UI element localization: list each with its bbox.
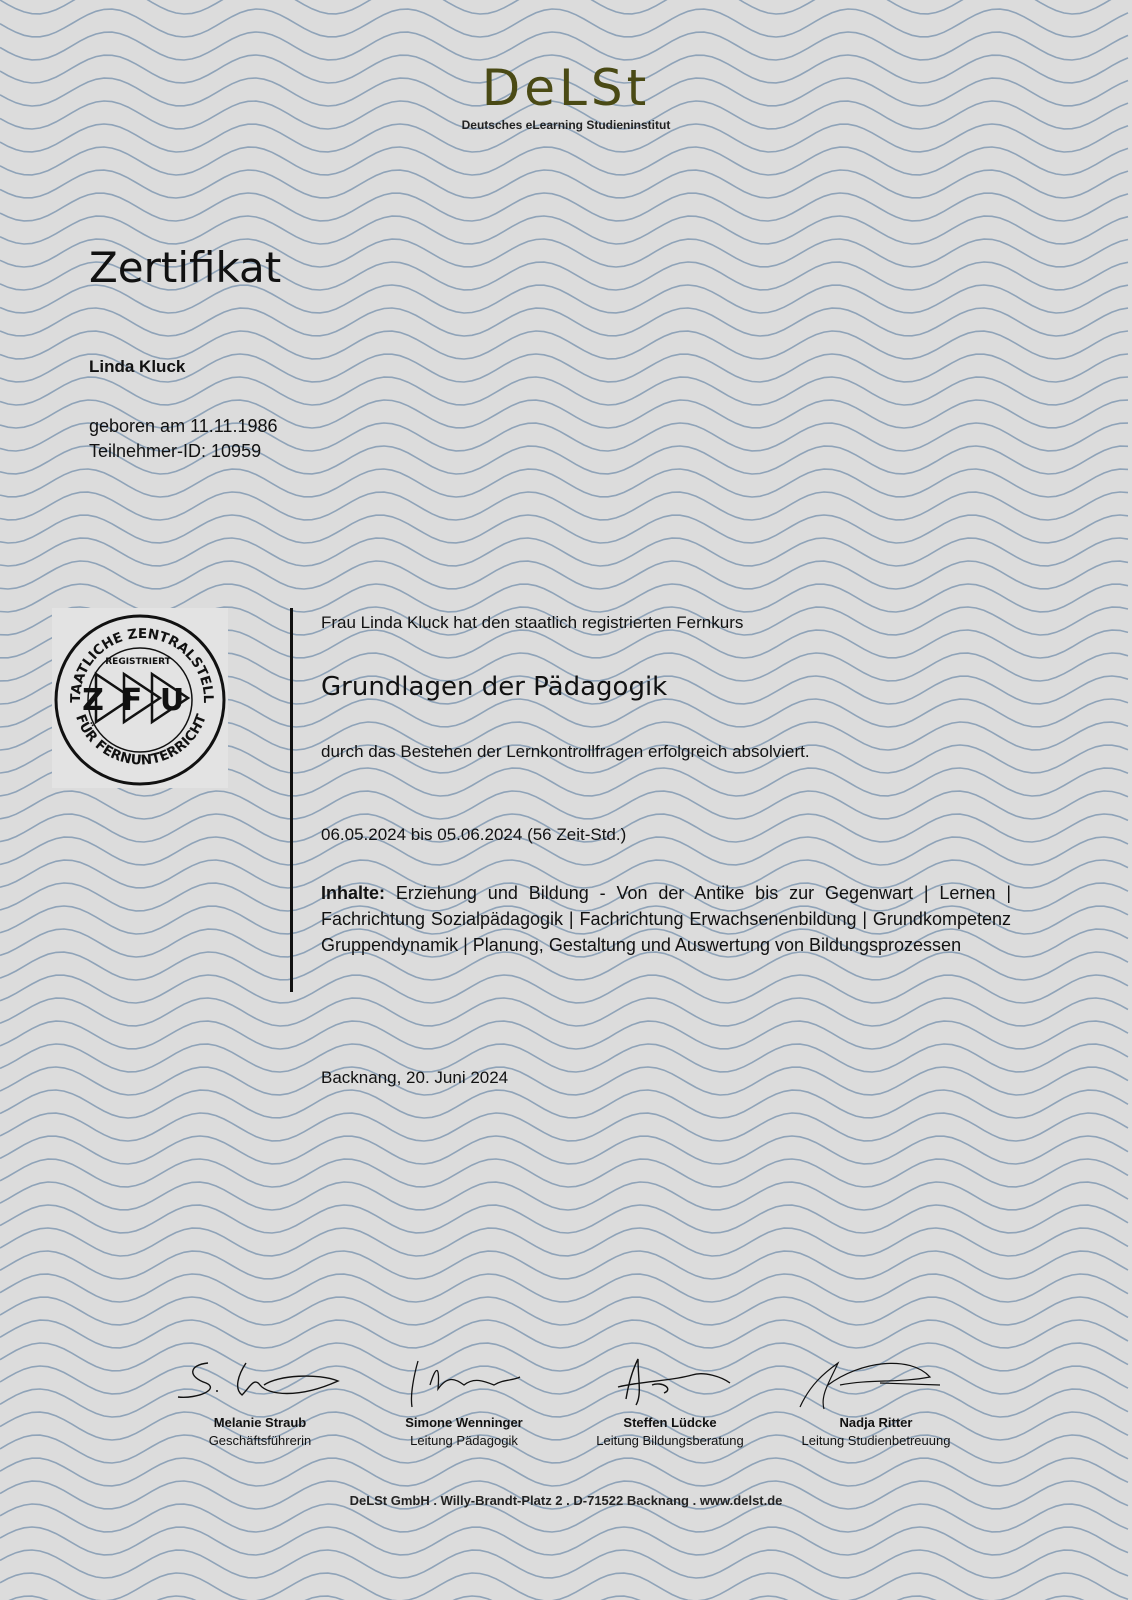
signature-block [570, 1414, 770, 1450]
signatory-name: Steffen Lüdcke [623, 1415, 717, 1430]
wave-line [0, 1573, 1128, 1600]
signatory-role: Leitung Pädagogik [410, 1433, 518, 1448]
vertical-divider [290, 608, 293, 992]
contents-label: Inhalte: [321, 883, 386, 903]
signature-straub [168, 1355, 348, 1415]
logo-subtitle: Deutsches eLearning Studieninstitut [461, 118, 671, 132]
signatory-role: Geschäftsführerin [208, 1433, 312, 1448]
signature-luedcke [612, 1355, 742, 1415]
signature-block [160, 1414, 360, 1450]
wave-line [0, 998, 1128, 1026]
signatory-name: Melanie Straub [213, 1415, 307, 1430]
logo-wordmark: DeLSt [481, 59, 651, 117]
place-and-date: Backnang, 20. Juni 2024 [321, 1068, 509, 1087]
wave-line [0, 0, 1128, 14]
wave-line [0, 975, 1128, 1003]
intro-text: Frau Linda Kluck hat den staatlich registrierten Fernkurs [321, 613, 744, 632]
participant-details [89, 414, 277, 464]
course-period: 06.05.2024 bis 05.06.2024 (56 Zeit-Std.) [321, 825, 627, 844]
completion-text: durch das Bestehen der Lernkontrollfragen erfolgreich absolviert. [321, 742, 810, 761]
signatory-name: Simone Wenninger [405, 1415, 523, 1430]
certificate-title: Zertifikat [89, 243, 282, 292]
signatory-role: Leitung Bildungsberatung [596, 1433, 744, 1448]
signatory-name: Nadja Ritter [839, 1415, 913, 1430]
wave-line [0, 32, 1128, 60]
footer-address: DeLSt GmbH . Willy-Brandt-Platz 2 . D-71522 Backnang . www.delst.de [349, 1493, 783, 1508]
wave-line [0, 1021, 1128, 1049]
participant-id-line: Teilnehmer-ID: 10959 [89, 441, 262, 461]
wave-line [0, 1044, 1128, 1072]
delst-logo [0, 60, 1132, 132]
svg-text:STAATLICHE ZENTRALSTELLE: TAATLICHE ZENTRALSTELL [67, 625, 217, 704]
contents-text: Erziehung und Bildung - Von der Antike bis zur Gegenwart | Lernen | Fachrichtung Sozialpädagogik | Fachrichtung Erwachsenenbildung | Grundkompetenz Gruppendynamik | Planung, Gestaltung und Auswertung von Bildungsprozessen [321, 883, 1011, 955]
signature-ritter [780, 1355, 960, 1415]
course-title: Grundlagen der Pädagogik [321, 672, 668, 702]
svg-text:F: F [121, 683, 143, 718]
wave-line [0, 9, 1128, 37]
birth-date-line: geboren am 11.11.1986 [89, 416, 278, 436]
signature-wenninger [400, 1355, 540, 1415]
svg-text:FÜR FERNUNTERRICHT: FÜR FERNUNTERRICHT [72, 712, 210, 769]
participant-name: Linda Kluck [89, 357, 186, 376]
signatory-role: Leitung Studienbetreuung [801, 1433, 951, 1448]
zfu-seal-icon [52, 608, 228, 788]
svg-text:Z: Z [82, 683, 104, 718]
course-contents [321, 880, 1011, 958]
signature-block [776, 1414, 976, 1450]
signature-block [364, 1414, 564, 1450]
wave-line [0, 1067, 1128, 1095]
zfu-seal [52, 608, 228, 788]
svg-text:REGISTRIERT: REGISTRIERT [105, 657, 171, 667]
svg-text:U: U [159, 683, 185, 718]
